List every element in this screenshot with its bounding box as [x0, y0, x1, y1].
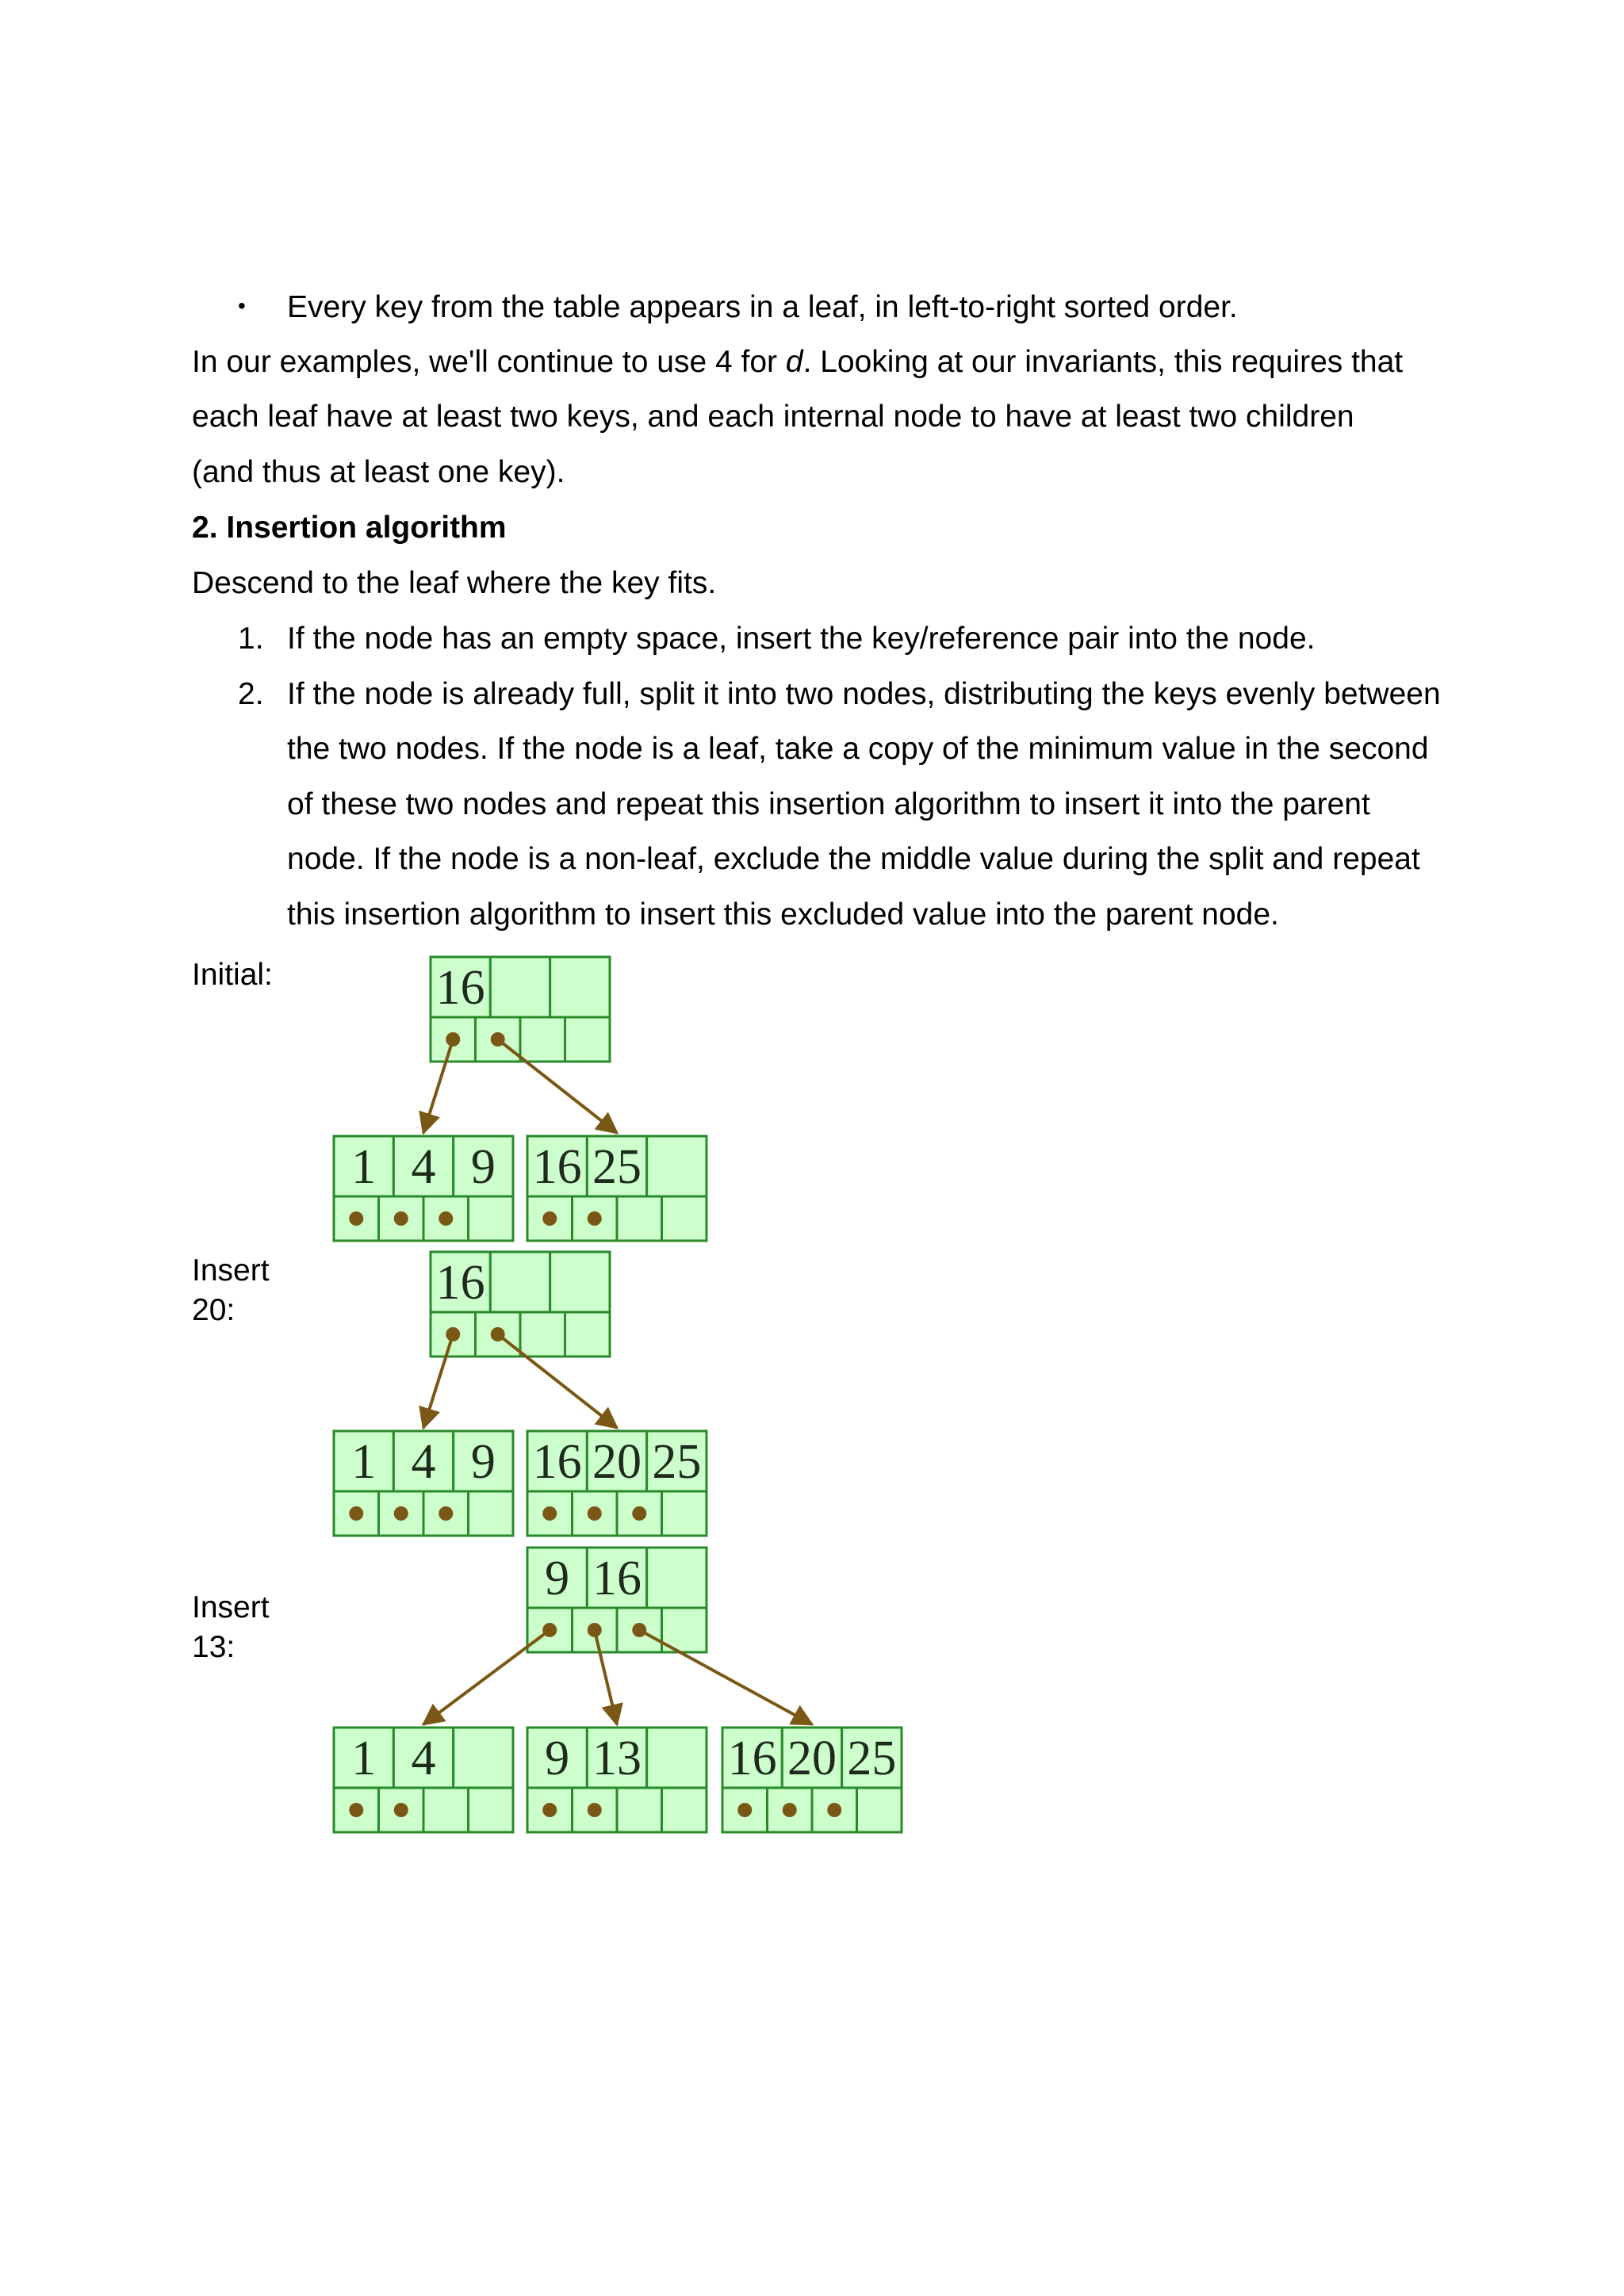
- pointer-dot: [349, 1506, 363, 1521]
- list-item-line: of these two nodes and repeat this insertion algorithm to insert it into the parent: [287, 787, 1370, 821]
- pointer-dot: [542, 1803, 557, 1817]
- key-cell: [454, 1728, 513, 1788]
- pointer-dot: [737, 1803, 752, 1817]
- node-leaf-b: [527, 1136, 707, 1241]
- node-key: 9: [470, 1435, 496, 1489]
- label-insert-20-line1: Insert: [192, 1253, 270, 1288]
- key-cell: [647, 1728, 707, 1788]
- pointer-dot: [349, 1803, 363, 1817]
- bullet-marker: •: [238, 293, 246, 318]
- pointer-cell: [617, 1196, 662, 1241]
- label-insert-20-line2: 20:: [192, 1293, 236, 1327]
- bullet-item-text: Every key from the table appears in a leaf, in left-to-right sorted order.: [287, 290, 1238, 324]
- pointer-cell: [857, 1788, 902, 1832]
- key-cell: [490, 957, 550, 1017]
- pointer-dot: [588, 1803, 602, 1817]
- node-leaf-b: [527, 1431, 707, 1536]
- key-cell: [647, 1548, 707, 1608]
- pointer-dot: [439, 1211, 453, 1226]
- node-key: 20: [592, 1435, 642, 1489]
- node-key: 9: [545, 1552, 570, 1605]
- node-leaf-a: [334, 1431, 513, 1536]
- node-key: 4: [411, 1435, 436, 1489]
- node-root: [527, 1548, 707, 1652]
- node-key: 16: [532, 1435, 582, 1489]
- node-key: 25: [652, 1435, 702, 1489]
- node-key: 13: [592, 1732, 642, 1785]
- pointer-dot: [394, 1506, 408, 1521]
- node-key: 25: [592, 1140, 642, 1194]
- node-key: 16: [435, 961, 485, 1015]
- node-root: [431, 1252, 610, 1357]
- tree-insert-20: [334, 1252, 707, 1536]
- section-heading: 2. Insertion algorithm: [192, 511, 507, 545]
- pointer-cell: [520, 1312, 565, 1357]
- pointer-dot: [394, 1803, 408, 1817]
- pointer-cell: [469, 1491, 514, 1536]
- pointer-dot: [394, 1211, 408, 1226]
- node-root: [431, 957, 610, 1062]
- pointer-dot: [349, 1211, 363, 1226]
- label-insert-13-line2: 13:: [192, 1630, 236, 1664]
- pointer-arrow: [639, 1630, 812, 1724]
- pointer-dot: [588, 1211, 602, 1226]
- pointer-dot: [827, 1803, 841, 1817]
- key-cell: [550, 1252, 610, 1312]
- key-cell: [490, 1252, 550, 1312]
- node-key: 25: [847, 1732, 897, 1785]
- node-leaf-a: [334, 1136, 513, 1241]
- paragraph-line-start: In our examples, we'll continue to use 4 for d. Looking at our invariants, this requires that: [192, 345, 1404, 379]
- key-cell: [647, 1136, 707, 1196]
- pointer-cell: [520, 1017, 565, 1062]
- list-item-line: node. If the node is a non-leaf, exclude the middle value during the split and repeat: [287, 842, 1420, 876]
- label-insert-13-line1: Insert: [192, 1590, 270, 1624]
- node-key: 16: [532, 1140, 582, 1194]
- key-cell: [550, 957, 610, 1017]
- node-key: 20: [787, 1732, 837, 1785]
- pointer-dot: [783, 1803, 797, 1817]
- node-leaf-b: [527, 1728, 707, 1832]
- tree-initial: [334, 957, 707, 1241]
- pointer-arrow: [423, 1630, 550, 1724]
- node-key: 9: [470, 1140, 496, 1194]
- pointer-dot: [588, 1506, 602, 1521]
- list-item-line: the two nodes. If the node is a leaf, take a copy of the minimum value in the second: [287, 732, 1429, 766]
- node-key: 16: [435, 1256, 485, 1310]
- paragraph-line: (and thus at least one key).: [192, 455, 565, 489]
- node-key: 1: [351, 1140, 377, 1194]
- node-key: 9: [545, 1732, 570, 1785]
- pointer-dot: [542, 1211, 557, 1226]
- node-key: 1: [351, 1435, 377, 1489]
- pointer-cell: [662, 1491, 707, 1536]
- node-key: 4: [411, 1140, 436, 1194]
- pointer-dot: [439, 1506, 453, 1521]
- pointer-cell: [617, 1788, 662, 1832]
- pointer-cell: [662, 1196, 707, 1241]
- pointer-cell: [469, 1196, 514, 1241]
- paragraph-text: Descend to the leaf where the key fits.: [192, 566, 717, 600]
- variable-d: d: [785, 345, 803, 379]
- node-key: 4: [411, 1732, 436, 1785]
- pointer-dot: [632, 1506, 646, 1521]
- pointer-dot: [542, 1506, 557, 1521]
- tree-insert-13: [334, 1548, 902, 1832]
- node-key: 16: [727, 1732, 777, 1785]
- node-leaf-a: [334, 1728, 513, 1832]
- pointer-cell: [565, 1312, 611, 1357]
- list-item-line: If the node has an empty space, insert the key/reference pair into the node.: [287, 622, 1316, 656]
- list-item-line: If the node is already full, split it into two nodes, distributing the keys evenly between: [287, 677, 1441, 711]
- pointer-cell: [662, 1788, 707, 1832]
- list-item-line: this insertion algorithm to insert this excluded value into the parent node.: [287, 897, 1279, 932]
- node-leaf-c: [722, 1728, 902, 1832]
- node-key: 1: [351, 1732, 377, 1785]
- pointer-cell: [423, 1788, 469, 1832]
- paragraph-line-text: each leaf have at least two keys, and each internal node to have at least two children: [192, 400, 1354, 434]
- list-number: 1.: [238, 622, 264, 656]
- pointer-cell: [469, 1788, 514, 1832]
- label-initial: Initial:: [192, 958, 273, 992]
- node-key: 16: [592, 1552, 642, 1605]
- list-number: 2.: [238, 677, 264, 711]
- pointer-cell: [565, 1017, 611, 1062]
